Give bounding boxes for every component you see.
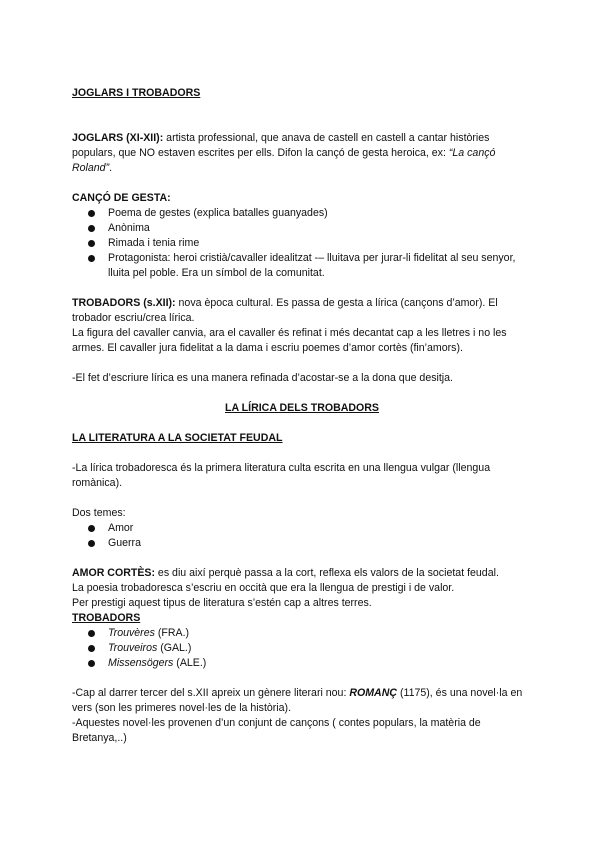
list-item: Rimada i tenia rime: [108, 236, 532, 251]
trobadors-text: nova època cultural. Es passa de gesta a lírica (cançons d’amor). El trobador escriu/crea lírica.: [72, 297, 498, 324]
list-item: Protagonista: heroi cristià/cavaller idealitzat -– lluitava per jurar-li fidelitat al seu senyor, lluita pel poble. Era un símbol de la comunitat.: [108, 251, 532, 281]
list-item: Missensögers (ALE.): [108, 656, 532, 671]
list-item: Anònima: [108, 221, 532, 236]
amor-cortes-label: AMOR CORTÈS:: [72, 567, 155, 579]
dos-temes-label: Dos temes:: [72, 507, 126, 519]
bullet-icon: [88, 645, 95, 652]
canco-gesta-heading: CANÇÓ DE GESTA:: [72, 192, 171, 204]
bullet-icon: [88, 660, 95, 667]
joglars-label: JOGLARS (XI-XII):: [72, 132, 164, 144]
lirica-heading: LA LÍRICA DELS TROBADORS: [225, 402, 379, 414]
bullet-icon: [88, 525, 95, 532]
list-item: Trouveiros (GAL.): [108, 641, 532, 656]
bullet-icon: [88, 210, 95, 217]
trobadors-paragraph: [72, 296, 532, 326]
romanc-paragraph: -Cap al darrer tercer del s.XII apreix un gènere literari nou: ROMANÇ (1175), és una novel·la en vers (son les primeres novel·les de la història).: [72, 687, 523, 714]
literatura-heading: LA LITERATURA A LA SOCIETAT FEUDAL: [72, 432, 283, 444]
trobadors-list: [72, 626, 532, 671]
joglars-example: “La cançó Roland”: [72, 147, 496, 174]
bullet-icon: [88, 240, 95, 247]
joglars-text: artista professional, que anava de castell en castell a cantar històries populars, que NO estaven escrites per ells. Difon la cançó de gesta heroica, ex:: [72, 132, 490, 159]
list-item: Guerra: [108, 536, 532, 551]
bullet-icon: [88, 630, 95, 637]
romanc-term: ROMANÇ: [349, 687, 398, 699]
aquestes-paragraph: -Aquestes novel·les provenen d’un conjunt de cançons ( contes populars, la matèria de Bretanya,..): [72, 717, 481, 744]
bullet-icon: [88, 225, 95, 232]
lirica-paragraph: -La lírica trobadoresca és la primera literatura culta escrita en una llengua vulgar (llengua romànica).: [72, 462, 491, 489]
list-item: Poema de gestes (explica batalles guanyades): [108, 206, 532, 221]
fet-paragraph: -El fet d’escriure lírica es una manera refinada d’acostar-se a la dona que desitja.: [72, 372, 453, 384]
joglars-paragraph: [72, 131, 532, 176]
document-page: [72, 86, 532, 746]
list-item: Trouvères (FRA.): [108, 626, 532, 641]
trobadors-label: TROBADORS (s.XII):: [72, 297, 176, 309]
amor-cortes-paragraph: AMOR CORTÈS: es diu així perquè passa a la cort, reflexa els valors de la societat feudal.: [72, 567, 499, 579]
list-item: Amor: [108, 521, 532, 536]
canco-gesta-list: [72, 206, 532, 281]
bullet-icon: [88, 255, 95, 262]
poesia-paragraph: La poesia trobadoresca s’escriu en occità que era la llengua de prestigi i de valor.: [72, 582, 455, 594]
trobadors-heading: TROBADORS: [72, 612, 141, 624]
prestigi-paragraph: Per prestigi aquest tipus de literatura s’estén cap a altres terres.: [72, 597, 372, 609]
bullet-icon: [88, 540, 95, 547]
title-joglars-trobadors: JOGLARS I TROBADORS: [72, 87, 201, 99]
joglars-end: .: [109, 162, 113, 174]
cavaller-paragraph: La figura del cavaller canvia, ara el cavaller és refinat i més decantat cap a les lletres i no les armes. El cavaller jura fidelitat a la dama i escriu poemes d’amor cortès (fin’amors).: [72, 327, 507, 354]
temes-list: [72, 521, 532, 551]
